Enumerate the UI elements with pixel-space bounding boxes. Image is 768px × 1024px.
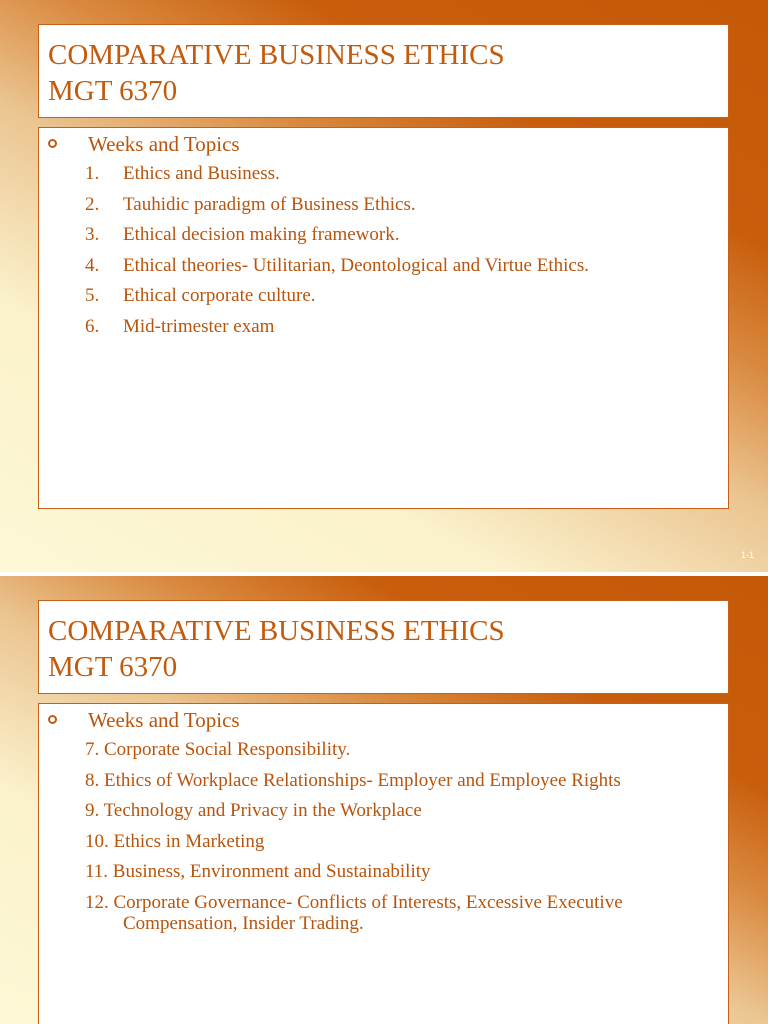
slide-1-title [48, 37, 505, 109]
item-number: 4. [85, 254, 100, 276]
slide-2-topic-list [39, 739, 728, 943]
slide-2-title-line1: COMPARATIVE BUSINESS ETHICS [48, 615, 505, 647]
list-item [39, 255, 728, 276]
item-text: Ethics and Business. [123, 163, 280, 184]
list-item: 8. Ethics of Workplace Relationships- Employer and Employee Rights [85, 769, 621, 791]
item-text: Ethical theories- Utilitarian, Deontological and Virtue Ethics. [123, 254, 589, 276]
list-item: 11. Business, Environment and Sustainability [85, 861, 431, 882]
list-item [39, 892, 728, 934]
list-item [39, 194, 728, 215]
hollow-circle-bullet-icon [48, 139, 57, 148]
item-text: Ethical decision making framework. [123, 224, 400, 245]
slide-1-topic-list [39, 163, 728, 346]
item-text-continuation: Compensation, Insider Trading. [123, 912, 364, 934]
item-number: 3. [85, 224, 100, 245]
slide-2-title [48, 613, 505, 685]
list-item [39, 163, 728, 184]
list-item: 10. Ethics in Marketing [85, 830, 265, 852]
slide-1-title-box [38, 24, 729, 118]
slide-2-title-box [38, 600, 729, 694]
hollow-circle-bullet-icon [48, 715, 57, 724]
slide-number: 1-1 [740, 550, 754, 560]
slide-1-title-line2: MGT 6370 [48, 75, 178, 107]
item-text: Ethical corporate culture. [123, 285, 316, 306]
item-text: 12. Corporate Governance- Conflicts of Interests, Excessive Executive [85, 891, 623, 913]
item-text: Mid-trimester exam [123, 315, 275, 337]
slide-2-body-box [38, 703, 729, 1024]
item-text: Tauhidic paradigm of Business Ethics. [123, 193, 416, 215]
slide-1-heading: Weeks and Topics [88, 132, 240, 156]
item-number: 5. [85, 285, 100, 306]
slide-2-heading: Weeks and Topics [88, 708, 240, 732]
item-number: 2. [85, 193, 100, 215]
item-number: 6. [85, 315, 100, 337]
list-item [39, 316, 728, 337]
list-item: 7. Corporate Social Responsibility. [85, 739, 351, 760]
slide-1-title-line1: COMPARATIVE BUSINESS ETHICS [48, 39, 505, 71]
slide-2 [0, 576, 768, 1024]
slide-1-body-box [38, 127, 729, 509]
list-item: 9. Technology and Privacy in the Workplace [85, 800, 422, 821]
slide-2-title-line2: MGT 6370 [48, 651, 178, 683]
list-item [39, 224, 728, 245]
list-item [39, 285, 728, 306]
item-number: 1. [85, 163, 100, 184]
